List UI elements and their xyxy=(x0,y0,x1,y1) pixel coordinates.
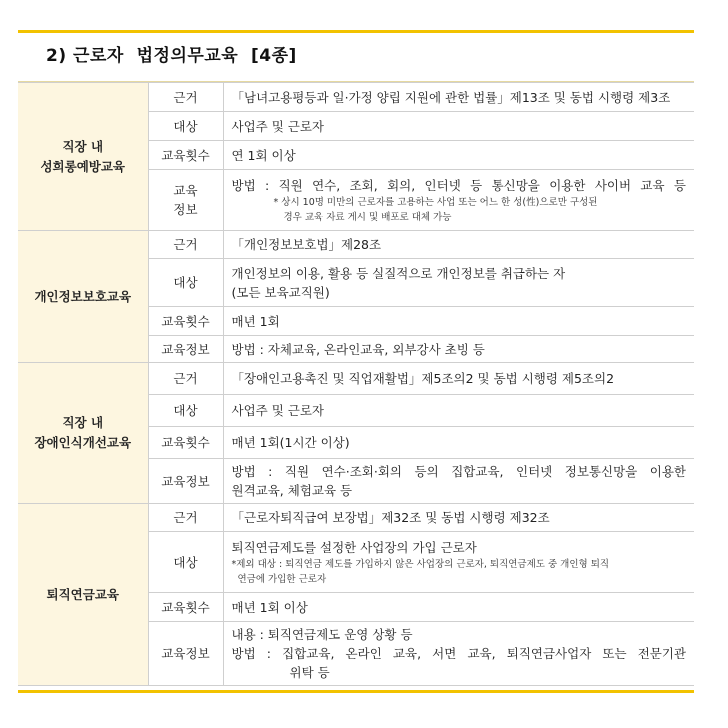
row-label: 근거 xyxy=(148,83,223,112)
row-label: 대상 xyxy=(148,112,223,141)
row-label: 교육정보 xyxy=(148,459,223,504)
row-label: 교육횟수 xyxy=(148,427,223,459)
category-cell xyxy=(18,83,148,231)
row-label: 대상 xyxy=(148,532,223,593)
row-label: 근거 xyxy=(148,504,223,532)
document-frame xyxy=(18,30,694,693)
table-row xyxy=(18,363,694,395)
row-value: 원격교육, 체험교육 등 xyxy=(231,483,353,498)
row-label: 대상 xyxy=(148,259,223,307)
row-label: 대상 xyxy=(148,395,223,427)
row-value: 매년 1회 이상 xyxy=(223,593,694,622)
footnote: 연금에 가입한 근로자 xyxy=(237,573,327,585)
row-value: (모든 보육교직원) xyxy=(231,284,330,300)
row-value-cell xyxy=(223,259,694,307)
footnote: 경우 교육 자료 게시 및 배포로 대체 가능 xyxy=(283,211,452,223)
row-value-cell xyxy=(223,170,694,231)
footnote: *제외 대상 : 퇴직연금 제도를 가입하지 않은 사업장의 근로자, 퇴직연금제도 중 개인형 퇴직 xyxy=(231,558,610,570)
row-value: 퇴직연금제도를 설정한 사업장의 가입 근로자 xyxy=(231,539,477,555)
category-label: 성희롱예방교육 xyxy=(40,158,126,174)
row-value: 「근로자퇴직급여 보장법」제32조 및 동법 시행령 제32조 xyxy=(223,504,694,532)
category-cell xyxy=(18,363,148,504)
category-label: 개인정보보호교육 xyxy=(34,288,132,304)
row-label: 교육횟수 xyxy=(148,593,223,622)
row-value: 방법 : 직원 연수·조회·회의 등의 집합교육, 인터넷 정보통신망을 이용한 xyxy=(231,464,686,479)
table-row xyxy=(18,231,694,259)
table-row xyxy=(18,83,694,112)
row-value: 매년 1회(1시간 이상) xyxy=(223,427,694,459)
row-value: 방법 : 자체교육, 온라인교육, 외부강사 초빙 등 xyxy=(223,336,694,363)
row-value: 사업주 및 근로자 xyxy=(223,112,694,141)
top-rule xyxy=(18,30,694,33)
row-value: 「남녀고용평등과 일·가정 양립 지원에 관한 법률」제13조 및 동법 시행령 제3조 xyxy=(223,83,694,112)
row-label: 근거 xyxy=(148,231,223,259)
row-value: 내용 : 퇴직연금제도 운영 상황 등 xyxy=(231,627,413,642)
category-label: 장애인식개선교육 xyxy=(34,435,132,450)
category-label: 직장 내 xyxy=(62,415,104,430)
row-label: 교육 xyxy=(173,183,198,198)
row-value: 매년 1회 xyxy=(223,307,694,336)
row-label-cell xyxy=(148,170,223,231)
row-label: 교육정보 xyxy=(148,622,223,686)
bottom-rule xyxy=(18,690,694,693)
category-cell xyxy=(18,231,148,363)
row-label: 근거 xyxy=(148,363,223,395)
row-value-cell xyxy=(223,622,694,686)
education-table xyxy=(18,82,694,686)
row-value: 개인정보의 이용, 활용 등 실질적으로 개인정보를 취급하는 자 xyxy=(231,265,566,281)
row-value-cell xyxy=(223,532,694,593)
row-value: 방법 : 집합교육, 온라인 교육, 서면 교육, 퇴직연금사업자 또는 전문기관 xyxy=(231,646,686,661)
table-row xyxy=(18,504,694,532)
row-label: 교육횟수 xyxy=(148,141,223,170)
row-label: 교육횟수 xyxy=(148,307,223,336)
category-cell xyxy=(18,504,148,686)
row-label: 교육정보 xyxy=(148,336,223,363)
row-value: 사업주 및 근로자 xyxy=(223,395,694,427)
row-value: 「개인정보보호법」제28조 xyxy=(223,231,694,259)
row-value: 방법 : 직원 연수, 조회, 회의, 인터넷 등 통신망을 이용한 사이버 교육 등 xyxy=(231,177,686,193)
row-value: 「장애인고용촉진 및 직업재활법」제5조의2 및 동법 시행령 제5조의2 xyxy=(223,363,694,395)
footnote: * 상시 10명 미만의 근로자를 고용하는 사업 또는 어느 한 성(性)으로만 구성된 xyxy=(273,196,598,208)
row-value: 연 1회 이상 xyxy=(223,141,694,170)
row-label: 정보 xyxy=(173,202,198,217)
row-value-cell xyxy=(223,459,694,504)
category-label: 퇴직연금교육 xyxy=(46,586,119,602)
section-title: 2) 근로자 법정의무교육 [4종] xyxy=(46,46,297,66)
category-label: 직장 내 xyxy=(62,138,104,154)
row-value: 위탁 등 xyxy=(289,665,330,680)
